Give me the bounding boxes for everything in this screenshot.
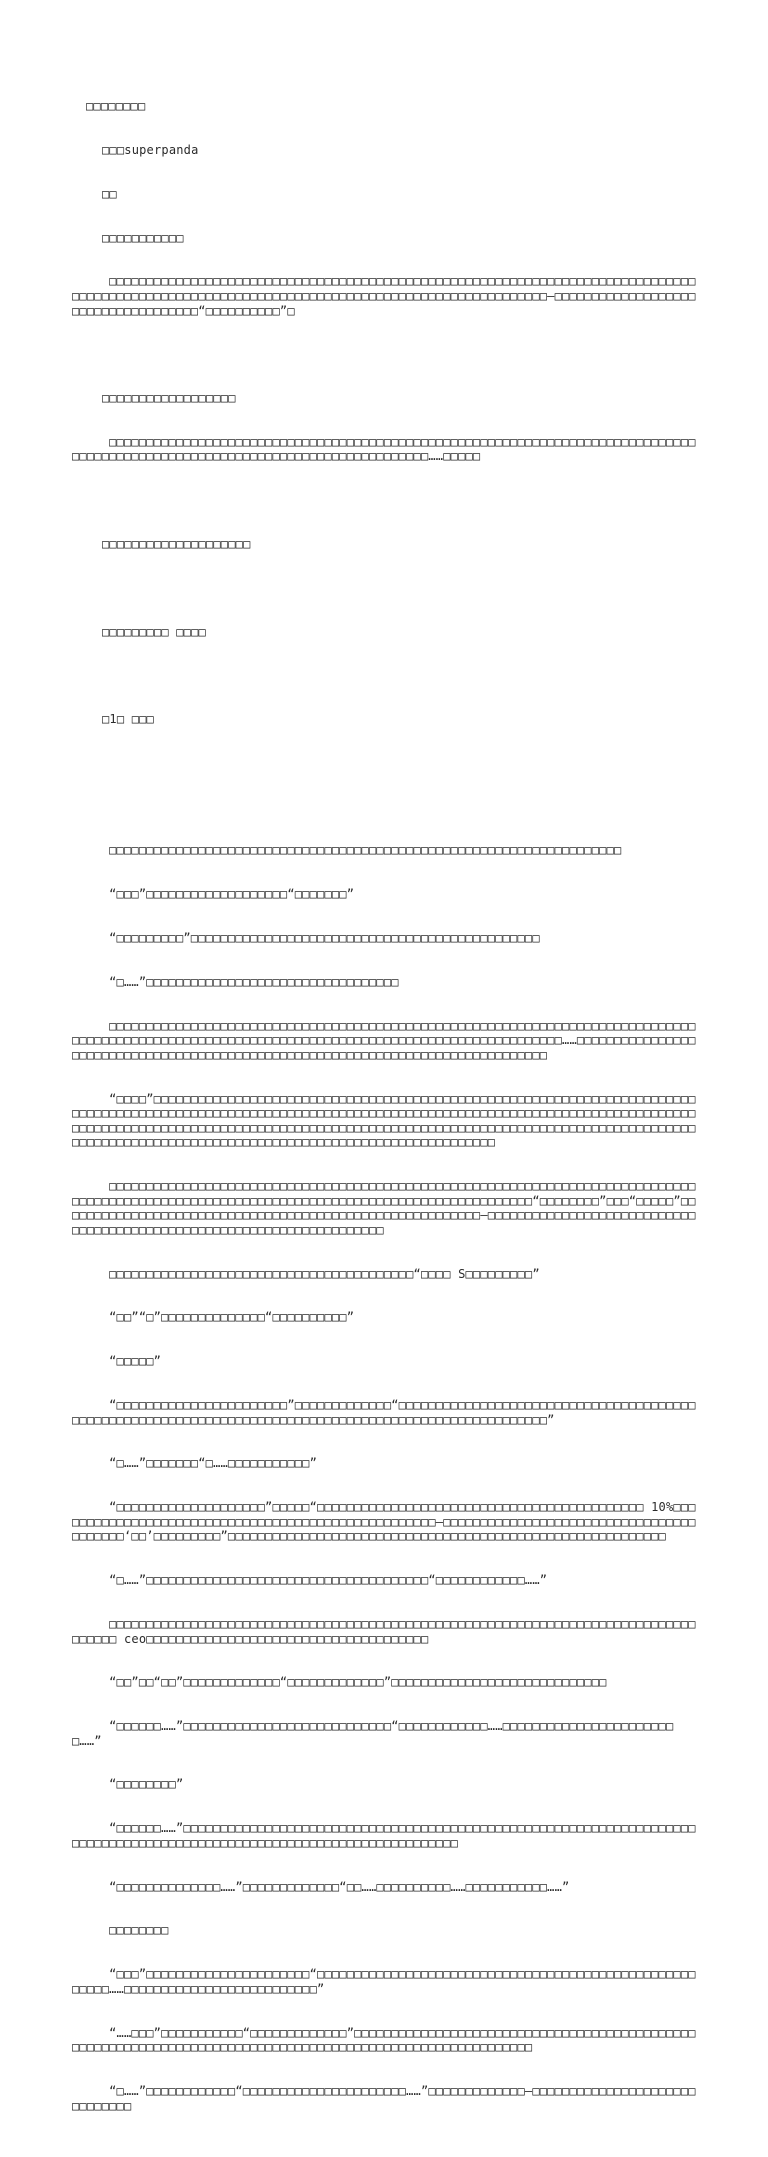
paragraph-text: □□□□□□□□□□□□□□□□□□□□□□□□□□□□□□□□□□□□□□□□□□□□□□□□□□□□□□□□□□□□□□□□□□□□□□□□□□□□□□□□□□□□□ ceo□□□□□□□□□□□□□□□□□□□□□□□□□□□□□□□□□□□□□□	[72, 1616, 696, 1646]
indent-space	[72, 1675, 109, 1689]
paragraph-text: □□□□□□□□□□□□□□□□□□□□□□□□□□□□□□□□□□□□□□□□□“□□□□ S□□□□□□□□□”	[109, 1266, 540, 1281]
body-paragraphs	[72, 814, 696, 2142]
indent-space	[72, 1777, 109, 1791]
blank-line	[72, 581, 696, 596]
indent-space	[72, 1500, 109, 1514]
paragraph-text: “□□□□□□……”□□□□□□□□□□□□□□□□□□□□□□□□□□□□“□□□□□□□□□□□□……□□□□□□□□□□□□□□□□□□□□□□□□……”	[72, 1719, 674, 1748]
indent-space	[72, 1310, 109, 1324]
doc-title: □□□□□□□□	[86, 99, 146, 114]
body-paragraph	[72, 1821, 696, 1850]
indent-space	[72, 975, 109, 989]
blank-line	[72, 493, 696, 508]
indent-space	[72, 1398, 109, 1412]
indent-space	[72, 1179, 109, 1193]
body-paragraph	[72, 1777, 696, 1792]
body-paragraph	[72, 2026, 696, 2055]
indent-space	[72, 1923, 109, 1937]
body-paragraph	[72, 887, 696, 902]
indent-space	[72, 1573, 109, 1587]
body-paragraph	[72, 1092, 696, 1150]
paragraph-text: “□……”□□□□□□□□□□□□“□□□□□□□□□□□□□□□□□□□□□□……”□□□□□□□□□□□□□—□□□□□□□□□□□□□□□□□□□□□□□□□□□□□□	[72, 2083, 696, 2113]
body-paragraph	[72, 1179, 696, 1237]
indent-space	[72, 843, 109, 857]
paragraph-text: “……□□□”□□□□□□□□□□□“□□□□□□□□□□□□□”□□□□□□□□□□□□□□□□□□□□□□□□□□□□□□□□□□□□□□□□□□□□□□□□□□□□□□□□□□□□□□□□□□□□□□□□□□□□□□□□□□□□□□□□□□□□□□□□□□□□□□□□□□□□	[72, 2025, 696, 2055]
paragraph-text: “□……”□□□□□□□□□□□□□□□□□□□□□□□□□□□□□□□□□□	[109, 974, 399, 989]
paragraph-text: “□□□□□□……”□□□□□□□□□□□□□□□□□□□□□□□□□□□□□□□□□□□□□□□□□□□□□□□□□□□□□□□□□□□□□□□□□□□□□□□□□□□□□□□□□□□□□□□□□□□□□□□□□□□□□□□□□□□□□□□□□□□□□□□□□	[72, 1821, 696, 1850]
indent-space	[72, 1821, 109, 1835]
indent-space	[72, 2026, 109, 2040]
indent-space	[72, 2084, 109, 2098]
body-paragraph	[72, 1719, 696, 1748]
section-heading: □□□□□□□□□□□□□□□□□□	[102, 391, 236, 406]
paragraph-text: “□□□□□□□□”	[109, 1777, 184, 1792]
summary-text: □□□□□□□□□□□□□□□□□□□□□□□□□□□□□□□□□□□□□□□□□□□□□□□□□□□□□□□□□□□□□□□□□□□□□□□□□□□□□□□□□□□□□□□□□□□□□□□□□□□□□□□□□□□□□□□□□□□□□□□□□□□□□□□……□□□□□	[72, 434, 696, 464]
body-paragraph	[72, 1573, 696, 1588]
paragraph-text: “□□”“□”□□□□□□□□□□□□□□“□□□□□□□□□□”	[109, 1310, 355, 1325]
paragraph-text: “□……”□□□□□□□□□□□□□□□□□□□□□□□□□□□□□□□□□□□□□□“□□□□□□□□□□□□……”	[109, 1573, 548, 1588]
paragraph-text: “□□□□□□□□□□□□□□□□□□□□□□□”□□□□□□□□□□□□□“□□□□□□□□□□□□□□□□□□□□□□□□□□□□□□□□□□□□□□□□□□□□□□□□□□□□□□□□□□□□□□□□□□□□□□□□□□□□□□□□□□□□□□□□□□□□□□□□□□□□□□□□”	[72, 1398, 696, 1427]
paragraph-text: “□……”□□□□□□□“□……□□□□□□□□□□□”	[109, 1456, 318, 1471]
indent-space	[72, 1354, 109, 1368]
body-paragraph	[72, 975, 696, 990]
paragraph-text: “□□□□□□□□□□□□□□……”□□□□□□□□□□□□□“□□……□□□□□□□□□□……□□□□□□□□□□□……”	[109, 1879, 570, 1894]
blank-line	[72, 347, 696, 362]
chapter-heading: □1□ □□□	[102, 712, 154, 727]
indent-space	[72, 274, 109, 288]
paragraph-text: “□□□”□□□□□□□□□□□□□□□□□□□□□□“□□□□□□□□□□□□□□□□□□□□□□□□□□□□□□□□□□□□□□□□□□□□□□□□□□□□□□□□……□□□□□□□□□□□□□□□□□□□□□□□□□□”	[72, 1967, 696, 1996]
body-paragraph	[72, 1617, 696, 1646]
body-paragraph	[72, 843, 696, 858]
paragraph-text: “□□□□□□□□□□□□□□□□□□□□”□□□□□“□□□□□□□□□□□□□□□□□□□□□□□□□□□□□□□□□□□□□□□□□□□□ 10%□□□□□□□□□□□□□□□□□□□□□□□□□□□□□□□□□□□□□□□□□□□□□□□□□□□□—□□□□□□□□□□□□□□□□□□□□□□□□□□□□□□□□□□□□□□□□□‘□□’□□□□□□□□□”□□□□□□□□□□□□□□□□□□□□□□□□□□□□□□□□□□□□□□□□□□□□□□□□□□□□□□□□□□□	[72, 1500, 696, 1544]
body-paragraph	[72, 1967, 696, 1996]
body-paragraph	[72, 1267, 696, 1282]
indent-space	[72, 435, 109, 449]
body-paragraph	[72, 1019, 696, 1063]
paragraph-text: “□□□”□□□□□□□□□□□□□□□□□□□“□□□□□□□”	[109, 887, 355, 902]
paragraph-text: “□□□□□□□□□”□□□□□□□□□□□□□□□□□□□□□□□□□□□□□□□□□□□□□□□□□□□□□□□	[109, 931, 540, 946]
indent-space	[72, 1456, 109, 1470]
doc-line-4: □□□□□□□□□□□	[102, 230, 184, 245]
paragraph-text: □□□□□□□□	[109, 1923, 169, 1938]
indent-space	[72, 1880, 109, 1894]
indent-space	[72, 1719, 109, 1733]
body-paragraph	[72, 1880, 696, 1895]
paragraph-text: “□□□□□”	[109, 1354, 162, 1369]
indent-space	[72, 1267, 109, 1281]
body-paragraph	[72, 1354, 696, 1369]
document-page	[72, 70, 696, 2157]
indent-space	[72, 1617, 109, 1631]
body-paragraph	[72, 1675, 696, 1690]
subheading-2: □□□□□□□□□ □□□□	[102, 624, 206, 639]
paragraph-text: “□□”□□“□□”□□□□□□□□□□□□□“□□□□□□□□□□□□□”□□□□□□□□□□□□□□□□□□□□□□□□□□□□□	[109, 1675, 607, 1690]
body-paragraph	[72, 1456, 696, 1471]
indent-space	[72, 931, 109, 945]
body-paragraph	[72, 1310, 696, 1325]
paragraph-text: “□□□□”□□□□□□□□□□□□□□□□□□□□□□□□□□□□□□□□□□□□□□□□□□□□□□□□□□□□□□□□□□□□□□□□□□□□□□□□□□□□□□□□□□□□□□□□□□□□□□□□□□□□□□□□□□□□□□□□□□□□□□□□□□□□□□□□□□□□□□□□□□□□□□□□□□□□□□□□□□□□□□□□□□□□□□□□□□□□□□□□□□□□□□□□□□□□□□□□□□□□□□□□□□□□□□□□□□□□□□□□□□□□□□□□□□□□□□□□□□□□□□□□□□□□□□□□□□□□□□□□□□□□□□□□□□□□□□□□□□□□□□□□□□□□□□□□□□□□□□□□□□	[72, 1091, 696, 1150]
body-paragraph	[72, 931, 696, 946]
blank-line	[72, 756, 696, 771]
body-paragraph	[72, 2084, 696, 2113]
blank-line	[72, 668, 696, 683]
intro-paragraph	[72, 274, 696, 318]
doc-line-3: □□	[102, 186, 117, 201]
summary-paragraph	[72, 435, 696, 464]
paragraph-text: □□□□□□□□□□□□□□□□□□□□□□□□□□□□□□□□□□□□□□□□□□□□□□□□□□□□□□□□□□□□□□□□□□□□□□□□□□□□□□□□□□□□□□□□□□□□□□□□□□□□□□□□□□□□□□□□□□□□□□□□□□□□□□□□□□□□□□□□□□□□□□□□□……□□□□□□□□□□□□□□□□□□□□□□□□□□□□□□□□□□□□□□□□□□□□□□□□□□□□□□□□□□□□□□□□□□□□□□□□□□□□□□□□	[72, 1018, 696, 1062]
indent-space	[72, 1092, 109, 1106]
indent-space	[72, 1019, 109, 1033]
indent-space	[72, 1967, 109, 1981]
paragraph-text: □□□□□□□□□□□□□□□□□□□□□□□□□□□□□□□□□□□□□□□□□□□□□□□□□□□□□□□□□□□□□□□□□□□□□	[109, 843, 622, 858]
paragraph-text: □□□□□□□□□□□□□□□□□□□□□□□□□□□□□□□□□□□□□□□□□□□□□□□□□□□□□□□□□□□□□□□□□□□□□□□□□□□□□□□□□□□□□□□□□□□□□□□□□□□□□□□□□□□□□□□□□□□□□□□□□□□□□□□□□□□□□□□□□□□□□“□□□□□□□□”□□□“□□□□□”□□□□□□□□□□□□□□□□□□□□□□□□□□□□□□□□□□□□□□□□□□□□□□□□□□□□□□□□□—□□□□□□□□□□□□□□□□□□□□□□□□□□□□□□□□□□□□□□□□□□□□□□□□□□□□□□□□□□□□□□□□□□□□□□	[72, 1179, 696, 1237]
subheading-1: □□□□□□□□□□□□□□□□□□□□	[102, 537, 251, 551]
body-paragraph	[72, 1500, 696, 1544]
body-paragraph	[72, 1923, 696, 1938]
intro-text: □□□□□□□□□□□□□□□□□□□□□□□□□□□□□□□□□□□□□□□□□□□□□□□□□□□□□□□□□□□□□□□□□□□□□□□□□□□□□□□□□□□□□□□□□□□□□□□□□□□□□□□□□□□□□□□□□□□□□□□□□□□□□□□□□□□□□□□□□□□□□□□—□□□□□□□□□□□□□□□□□□□□□□□□□□□□□□□□□□□□“□□□□□□□□□□”□	[72, 274, 696, 318]
body-paragraph	[72, 1398, 696, 1427]
indent-space	[72, 887, 109, 901]
doc-author: □□□superpanda	[102, 142, 199, 157]
